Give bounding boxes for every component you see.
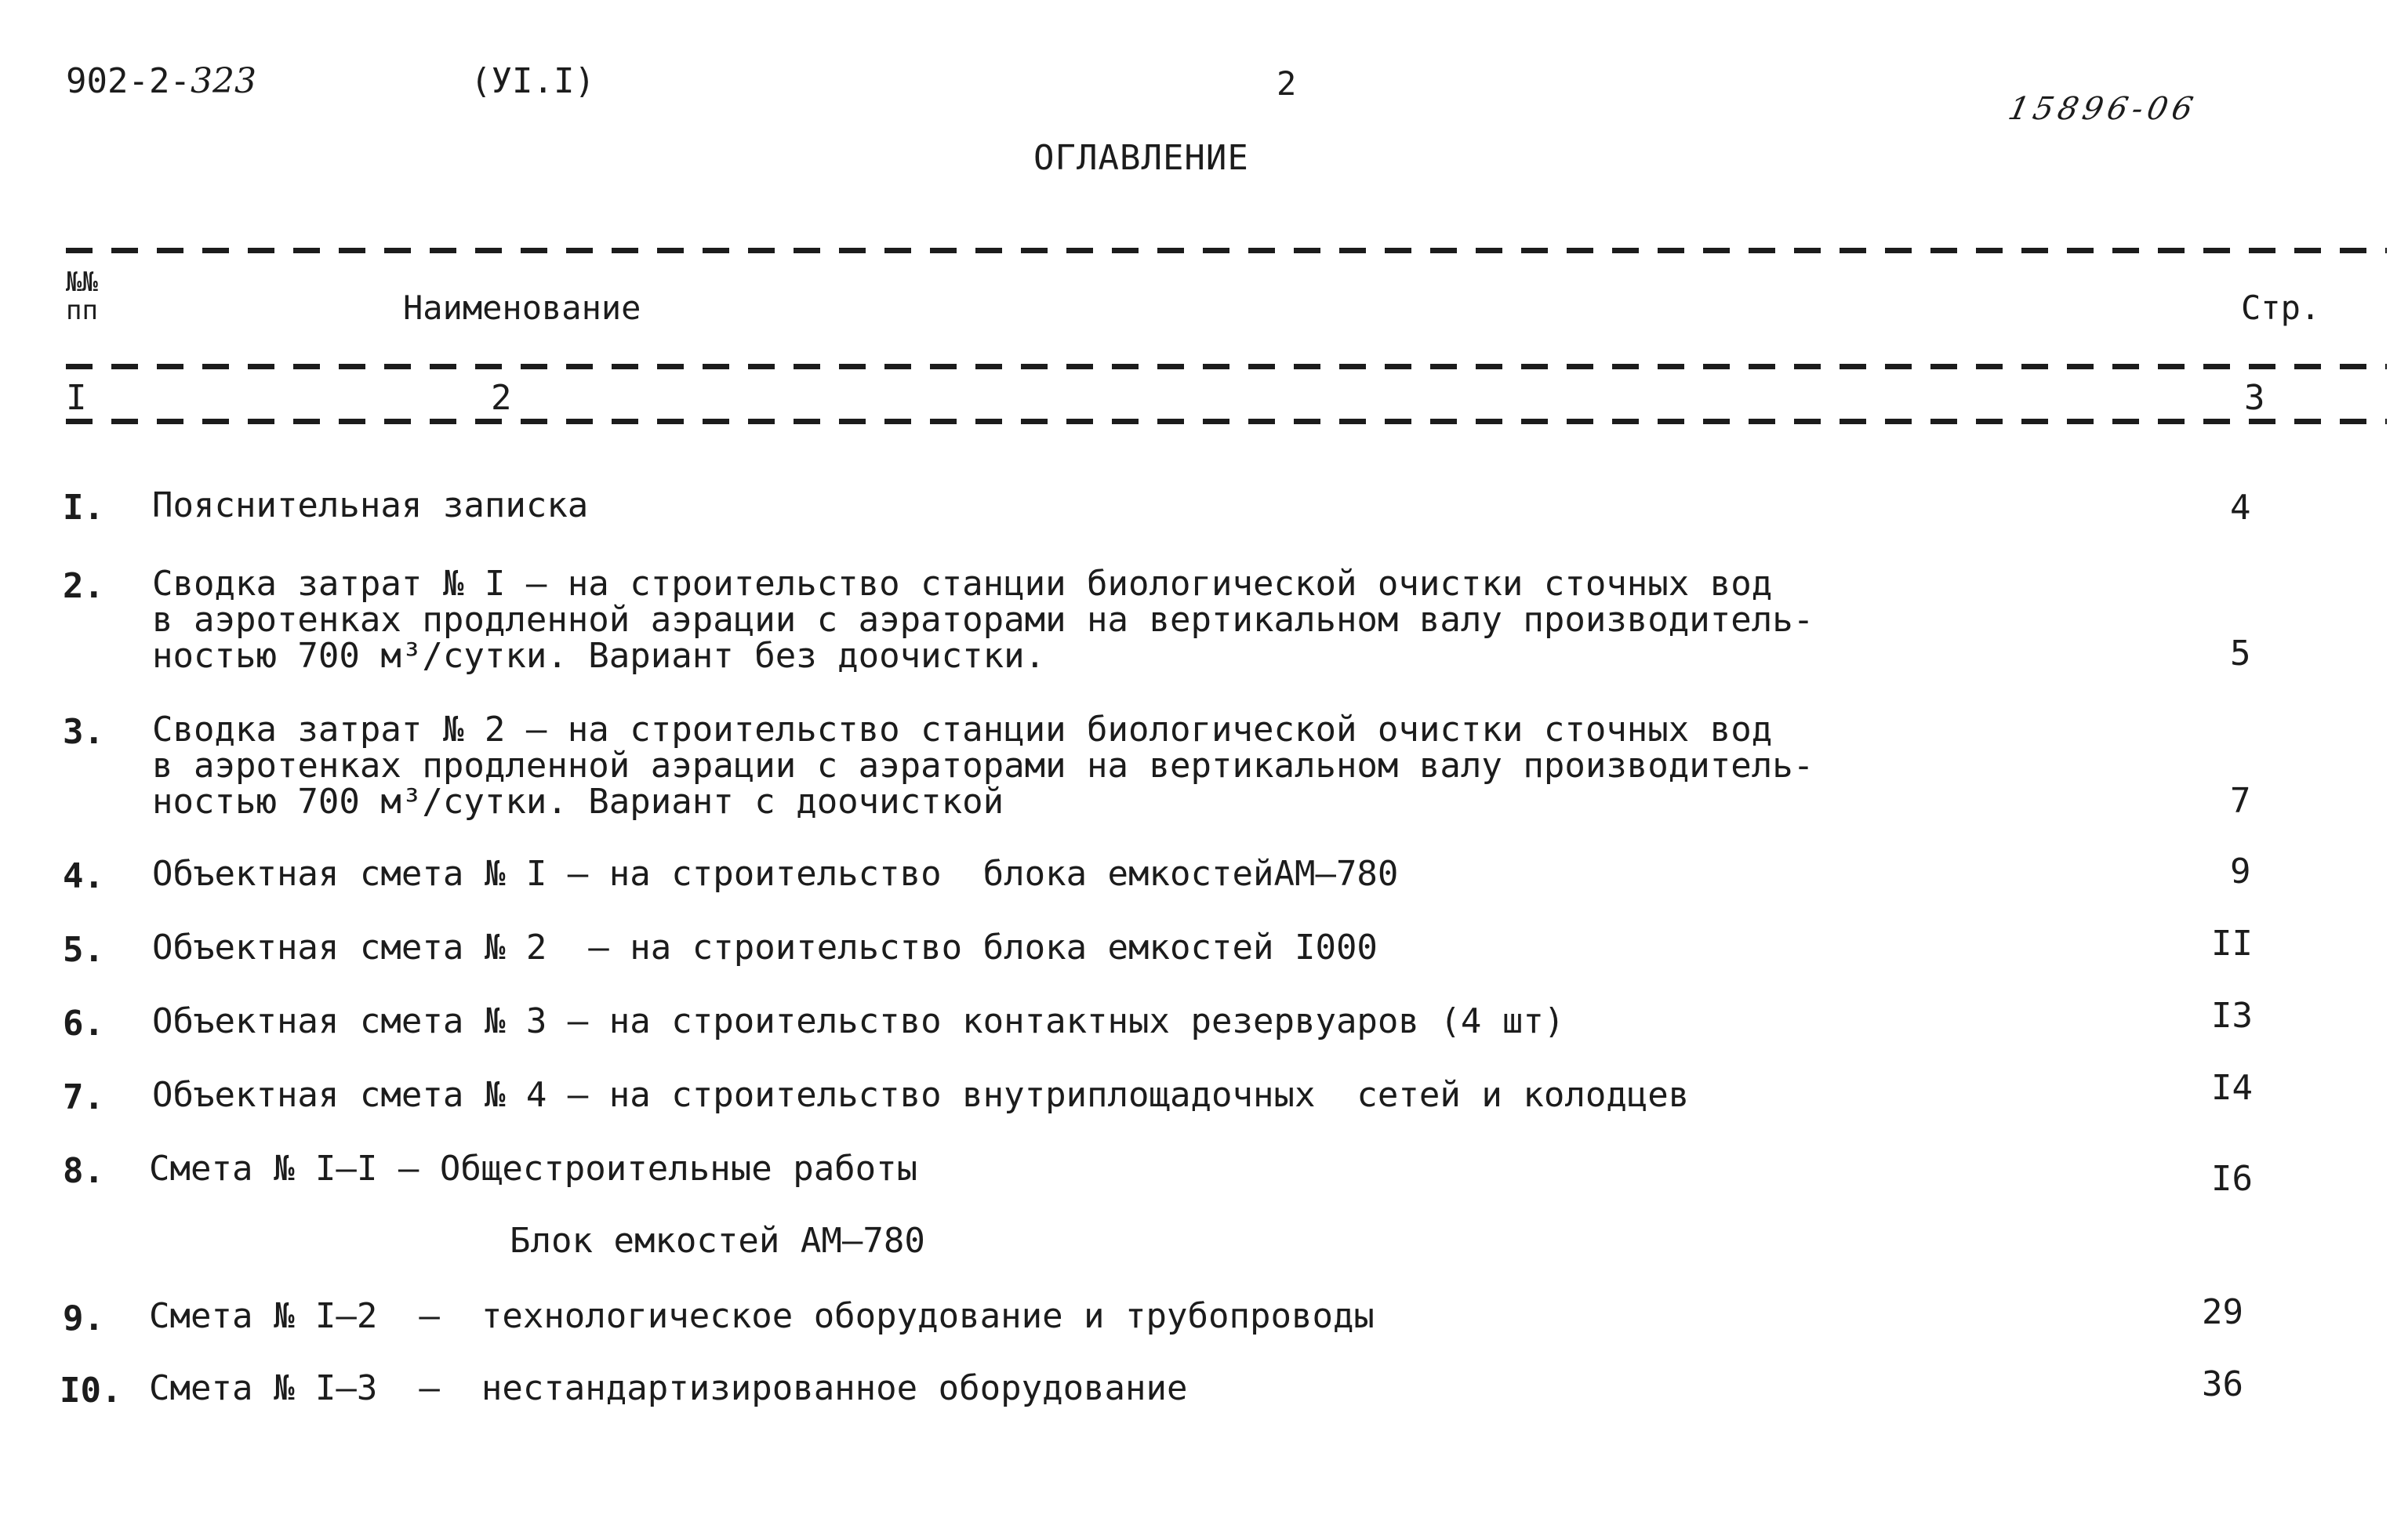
entry-title bbox=[152, 485, 589, 525]
entry-title-line: Смета № I–3 – нестандартизированное оборудование bbox=[149, 1368, 1188, 1408]
entry-title-line: Смета № I–2 – технологическое оборудование и трубопроводы bbox=[149, 1296, 1375, 1336]
entry-title-line: Объектная смета № I – на строительство блока емкостейАМ–780 bbox=[152, 854, 1399, 894]
entry-title bbox=[149, 1298, 1375, 1335]
entry-title-line: в аэротенках продленной аэрации с аэраторами на вертикальном валу производитель- bbox=[152, 600, 1814, 640]
entry-number: 4. bbox=[63, 856, 104, 896]
column-header-number-line1: №№ bbox=[66, 267, 98, 298]
entry-title bbox=[152, 1077, 1689, 1113]
registration-number: 15896-06 bbox=[2005, 91, 2201, 127]
entry-title bbox=[152, 566, 1814, 674]
entry-page: 7 bbox=[2230, 781, 2251, 821]
page-title: ОГЛАВЛЕНИЕ bbox=[1033, 138, 1249, 178]
entry-page: II bbox=[2211, 924, 2253, 964]
entry-number: 9. bbox=[63, 1298, 104, 1338]
entry-number: 5. bbox=[63, 930, 104, 970]
entry-title-line: Объектная смета № 2 – на строительство блока емкостей I000 bbox=[152, 928, 1378, 968]
entry-number: 8. bbox=[63, 1151, 104, 1191]
entry-title bbox=[152, 1001, 1565, 1041]
entry-number: I0. bbox=[60, 1371, 122, 1411]
column-index-2: 2 bbox=[491, 378, 512, 418]
column-index-1: I bbox=[66, 378, 87, 418]
entry-subtitle bbox=[510, 1223, 925, 1259]
entry-title-line: Сводка затрат № 2 – на строительство станции биологической очистки сточных вод bbox=[152, 710, 1773, 750]
entry-page: I6 bbox=[2211, 1159, 2253, 1199]
entry-number: 3. bbox=[63, 712, 104, 752]
entry-title-line: ностью 700 м³/сутки. Вариант с доочисткой bbox=[152, 782, 1004, 822]
entry-title bbox=[149, 1151, 917, 1187]
document-code-handwritten: 323 bbox=[190, 61, 256, 101]
entry-number: 6. bbox=[63, 1004, 104, 1044]
entry-page: 29 bbox=[2202, 1292, 2243, 1332]
entry-page: 9 bbox=[2230, 852, 2251, 892]
entry-title bbox=[152, 856, 1398, 892]
entry-page: I4 bbox=[2211, 1068, 2253, 1108]
entry-number: 2. bbox=[63, 566, 104, 606]
document-code-printed: 902-2- bbox=[66, 61, 191, 101]
column-index-3: 3 bbox=[2244, 378, 2265, 418]
document-code bbox=[66, 61, 256, 101]
entry-title-line: Объектная смета № 4 – на строительство внутриплощадочных сетей и колодцев bbox=[152, 1075, 1690, 1115]
table-rule-bottom bbox=[66, 419, 2387, 424]
column-header-page: Стр. bbox=[2241, 289, 2321, 327]
entry-page: 36 bbox=[2202, 1364, 2243, 1404]
entry-page: 5 bbox=[2230, 634, 2251, 674]
column-header-number-line2: пп bbox=[66, 295, 98, 326]
entry-title bbox=[149, 1368, 1188, 1408]
entry-number: 7. bbox=[63, 1077, 104, 1117]
column-header-number bbox=[66, 268, 98, 325]
entry-title-line: Пояснительная записка bbox=[152, 485, 589, 525]
column-header-name: Наименование bbox=[403, 289, 641, 327]
entry-title-line: в аэротенках продленной аэрации с аэраторами на вертикальном валу производитель- bbox=[152, 746, 1814, 786]
entry-title-line: Смета № I–I – Общестроительные работы bbox=[149, 1149, 918, 1189]
entry-title bbox=[152, 712, 1814, 820]
entry-title-line: Блок емкостей АМ–780 bbox=[510, 1221, 925, 1261]
document-section: (УI.I) bbox=[470, 61, 595, 101]
entry-title bbox=[152, 930, 1378, 966]
entry-title-line: Сводка затрат № I – на строительство станции биологической очистки сточных вод bbox=[152, 564, 1773, 604]
table-rule-top bbox=[66, 248, 2387, 253]
table-rule-middle bbox=[66, 364, 2387, 369]
entry-page: 4 bbox=[2230, 488, 2251, 528]
entry-page: I3 bbox=[2211, 996, 2253, 1036]
entry-title-line: Объектная смета № 3 – на строительство контактных резервуаров (4 шт) bbox=[152, 1001, 1565, 1041]
page-number: 2 bbox=[1277, 64, 1297, 103]
entry-title-line: ностью 700 м³/сутки. Вариант без доочистки. bbox=[152, 636, 1046, 676]
entry-number: I. bbox=[63, 488, 104, 528]
